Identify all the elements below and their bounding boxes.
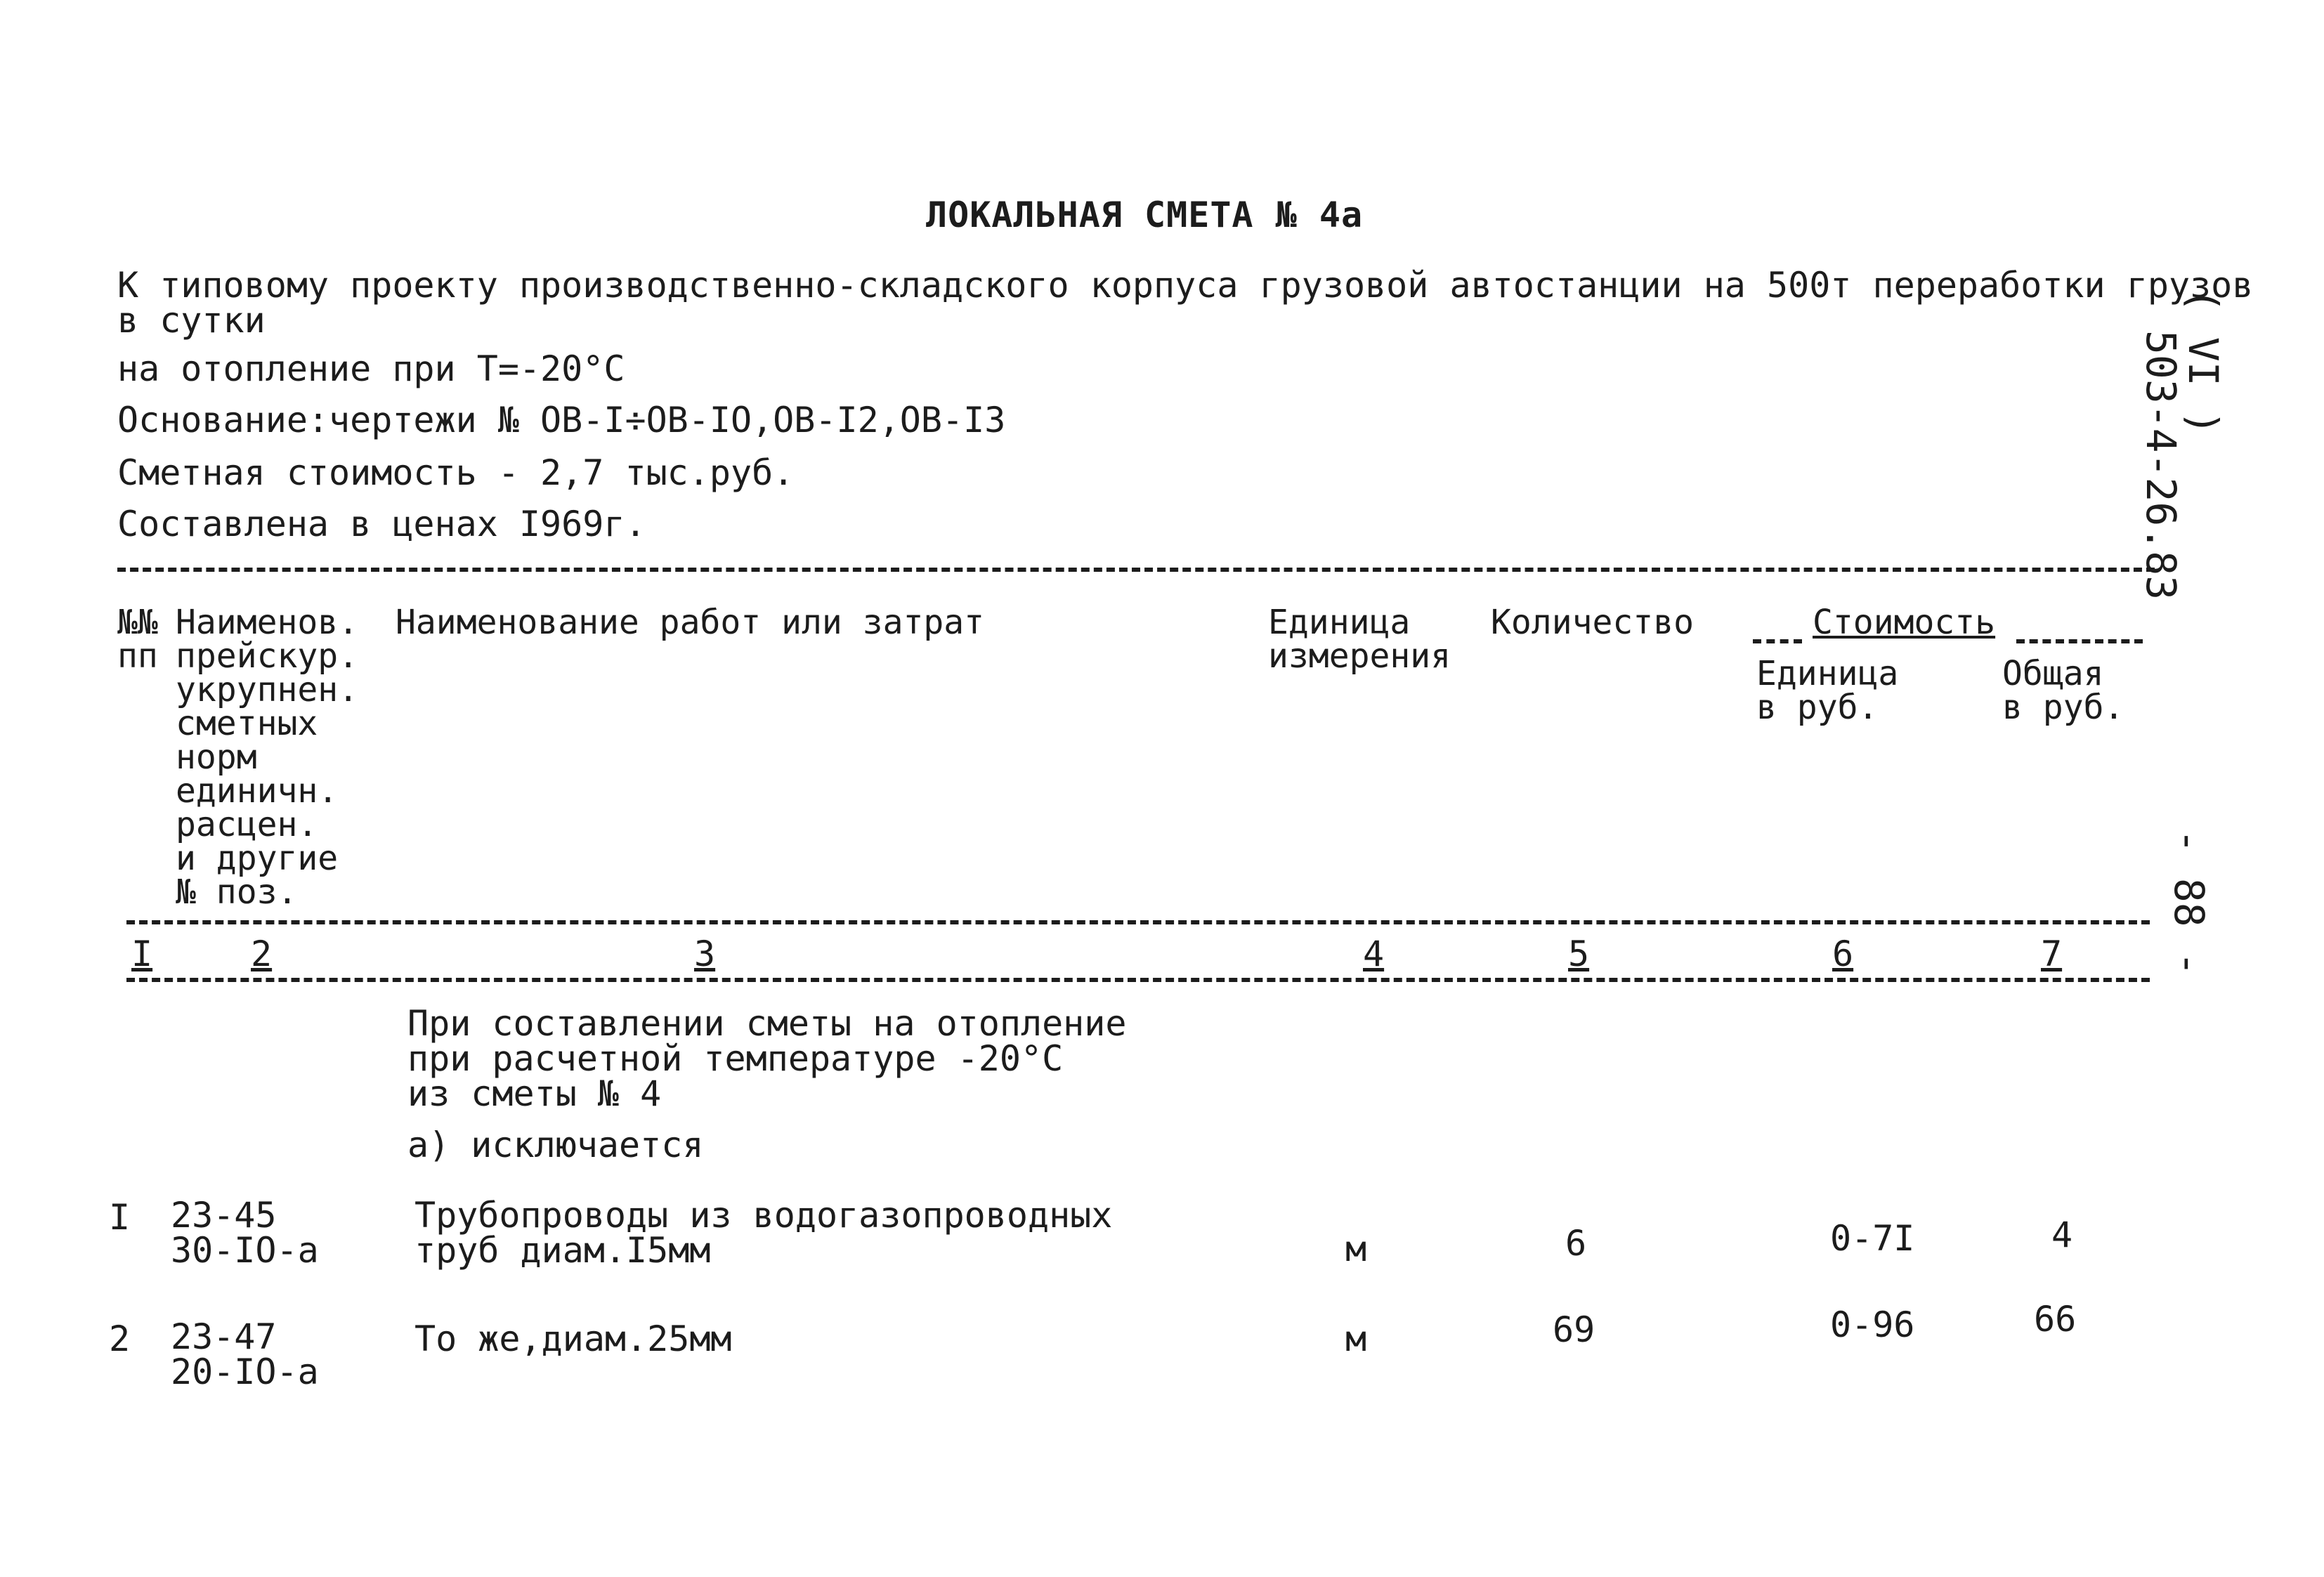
page-number: - 88 - (2165, 829, 2213, 976)
row1-price: 0-7I (1830, 1218, 1915, 1259)
row2-qty: 69 (1553, 1309, 1595, 1350)
row2-price: 0-96 (1830, 1304, 1915, 1345)
row2-code-line1: 23-47 (171, 1316, 277, 1357)
header-cost-group: Стоимость (1813, 603, 1996, 642)
row2-code-line2: 20-IO-а (171, 1352, 319, 1392)
project-line-cont: в сутки (117, 300, 266, 341)
header-col4-line2: измерения (1268, 636, 1451, 676)
cost-group-dash-right (2016, 639, 2143, 643)
row1-total: 4 (2051, 1215, 2073, 1255)
header-col6-line2: в руб. (1756, 688, 1879, 727)
project-code: 503-4-26.83 (2137, 330, 2185, 601)
row2-name: То же,диам.25мм (414, 1318, 732, 1359)
header-col2-line4: сметных (176, 704, 318, 743)
header-col2-line9: № поз. (176, 872, 298, 912)
header-top-rule (117, 568, 2155, 572)
row2-total: 66 (2034, 1299, 2077, 1340)
col-number-2: 2 (251, 934, 273, 974)
header-col6-line1: Единица (1756, 654, 1899, 693)
col-numbers-rule (126, 978, 2150, 982)
row1-unit: м (1345, 1229, 1367, 1269)
document-title: ЛОКАЛЬНАЯ СМЕТА № 4а (926, 195, 1364, 235)
col-number-3: 3 (694, 934, 716, 974)
col-number-1: I (131, 934, 153, 974)
header-col1-line2: пп (117, 636, 158, 676)
header-bottom-rule (126, 920, 2150, 924)
cost-group-dash-left (1753, 639, 1802, 643)
header-col2-line1: Наименов. (176, 603, 359, 642)
col-number-4: 4 (1363, 934, 1385, 974)
header-col2-line6: единичн. (176, 771, 339, 811)
col-number-5: 5 (1568, 934, 1590, 974)
row1-num: I (109, 1197, 131, 1238)
header-col2-line2: прейскур. (176, 636, 359, 676)
col-number-6: 6 (1832, 934, 1854, 974)
header-col2-line3: укрупнен. (176, 670, 359, 709)
row2-num: 2 (109, 1318, 131, 1359)
basis-line: Основание:чертежи № ОВ-I÷ОВ-IO,ОВ-I2,ОВ-I3 (117, 400, 1006, 440)
header-col1-line1: №№ (117, 603, 158, 642)
header-col3: Наименование работ или затрат (396, 603, 985, 642)
row1-name-line1: Трубопроводы из водогазопроводных (414, 1195, 1113, 1236)
header-col7-line1: Общая (2002, 654, 2104, 693)
project-line: К типовому проекту производственно-складского корпуса грузовой автостанции на 500т переработки грузов (117, 265, 2254, 306)
prices-line: Составлена в ценах I969г. (117, 504, 646, 544)
header-col4-line1: Единица (1268, 603, 1411, 642)
row2-unit: м (1345, 1318, 1367, 1359)
row1-name-line2: труб диам.I5мм (414, 1230, 711, 1271)
header-col7-line2: в руб. (2002, 688, 2124, 727)
intro-sub: а) исключается (407, 1125, 704, 1165)
section-mark: ( VI ) (2179, 288, 2227, 436)
header-col2-line8: и другие (176, 839, 339, 878)
intro-line-1: При составлении сметы на отопление (407, 1003, 1127, 1044)
heating-line: на отопление при Т=-20°С (117, 348, 625, 389)
header-col5: Количество (1491, 603, 1694, 642)
row1-qty: 6 (1565, 1223, 1587, 1264)
intro-line-2: при расчетной температуре -20°С (407, 1038, 1064, 1079)
header-col2-line5: норм (176, 738, 257, 777)
row1-code-line2: 30-IO-а (171, 1230, 319, 1271)
col-number-7: 7 (2041, 934, 2063, 974)
intro-line-3: из сметы № 4 (407, 1073, 662, 1114)
row1-code-line1: 23-45 (171, 1195, 277, 1236)
header-col2-line7: расцен. (176, 805, 318, 844)
cost-line: Сметная стоимость - 2,7 тыс.руб. (117, 452, 795, 493)
